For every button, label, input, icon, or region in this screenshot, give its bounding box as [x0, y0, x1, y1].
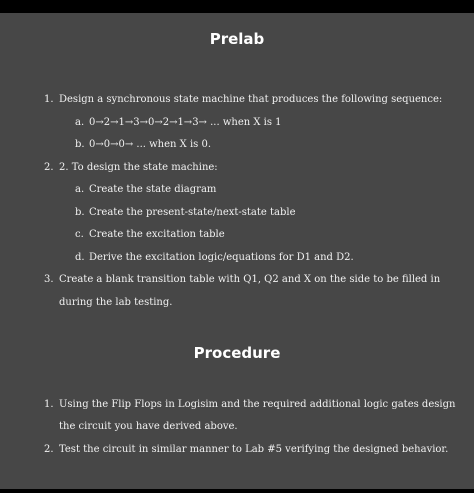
- list-item-text: Create the state diagram: [89, 184, 217, 195]
- prelab-heading: Prelab: [209, 30, 265, 48]
- list-item-text: Test the circuit in similar manner to Lab #5 verifying the designed behavior.: [59, 444, 449, 455]
- list-marker: b.: [75, 139, 85, 150]
- list-item-text: Create the present-state/next-state table: [89, 207, 296, 218]
- list-item-text: Using the Flip Flops in Logisim and the required additional logic gates design: [59, 399, 456, 410]
- list-marker: a.: [75, 184, 85, 195]
- list-item-text: Design a synchronous state machine that produces the following sequence:: [59, 94, 443, 105]
- list-item-text: the circuit you have derived above.: [59, 421, 238, 432]
- list-marker: 1.: [44, 399, 54, 410]
- list-marker: 1.: [44, 94, 54, 105]
- list-marker: b.: [75, 207, 85, 218]
- list-item-text: 0→2→1→3→0→2→1→3→ ... when X is 1: [89, 117, 282, 128]
- list-marker: d.: [75, 252, 85, 263]
- bottom-border: [0, 489, 474, 493]
- list-item-text: Create a blank transition table with Q1, Q2 and X on the side to be filled in: [59, 274, 441, 285]
- document-panel: [0, 13, 474, 489]
- list-marker: 3.: [44, 274, 54, 285]
- list-item-text: during the lab testing.: [59, 297, 173, 308]
- list-item-text: 2. To design the state machine:: [59, 162, 218, 173]
- procedure-heading: Procedure: [193, 344, 281, 362]
- list-marker: 2.: [44, 444, 54, 455]
- list-marker: a.: [75, 117, 85, 128]
- list-item-text: Derive the excitation logic/equations for D1 and D2.: [89, 252, 354, 263]
- list-marker: 2.: [44, 162, 54, 173]
- list-item-text: 0→0→0→ ... when X is 0.: [89, 139, 212, 150]
- top-border: [0, 0, 474, 13]
- list-marker: c.: [75, 229, 84, 240]
- list-item-text: Create the excitation table: [89, 229, 225, 240]
